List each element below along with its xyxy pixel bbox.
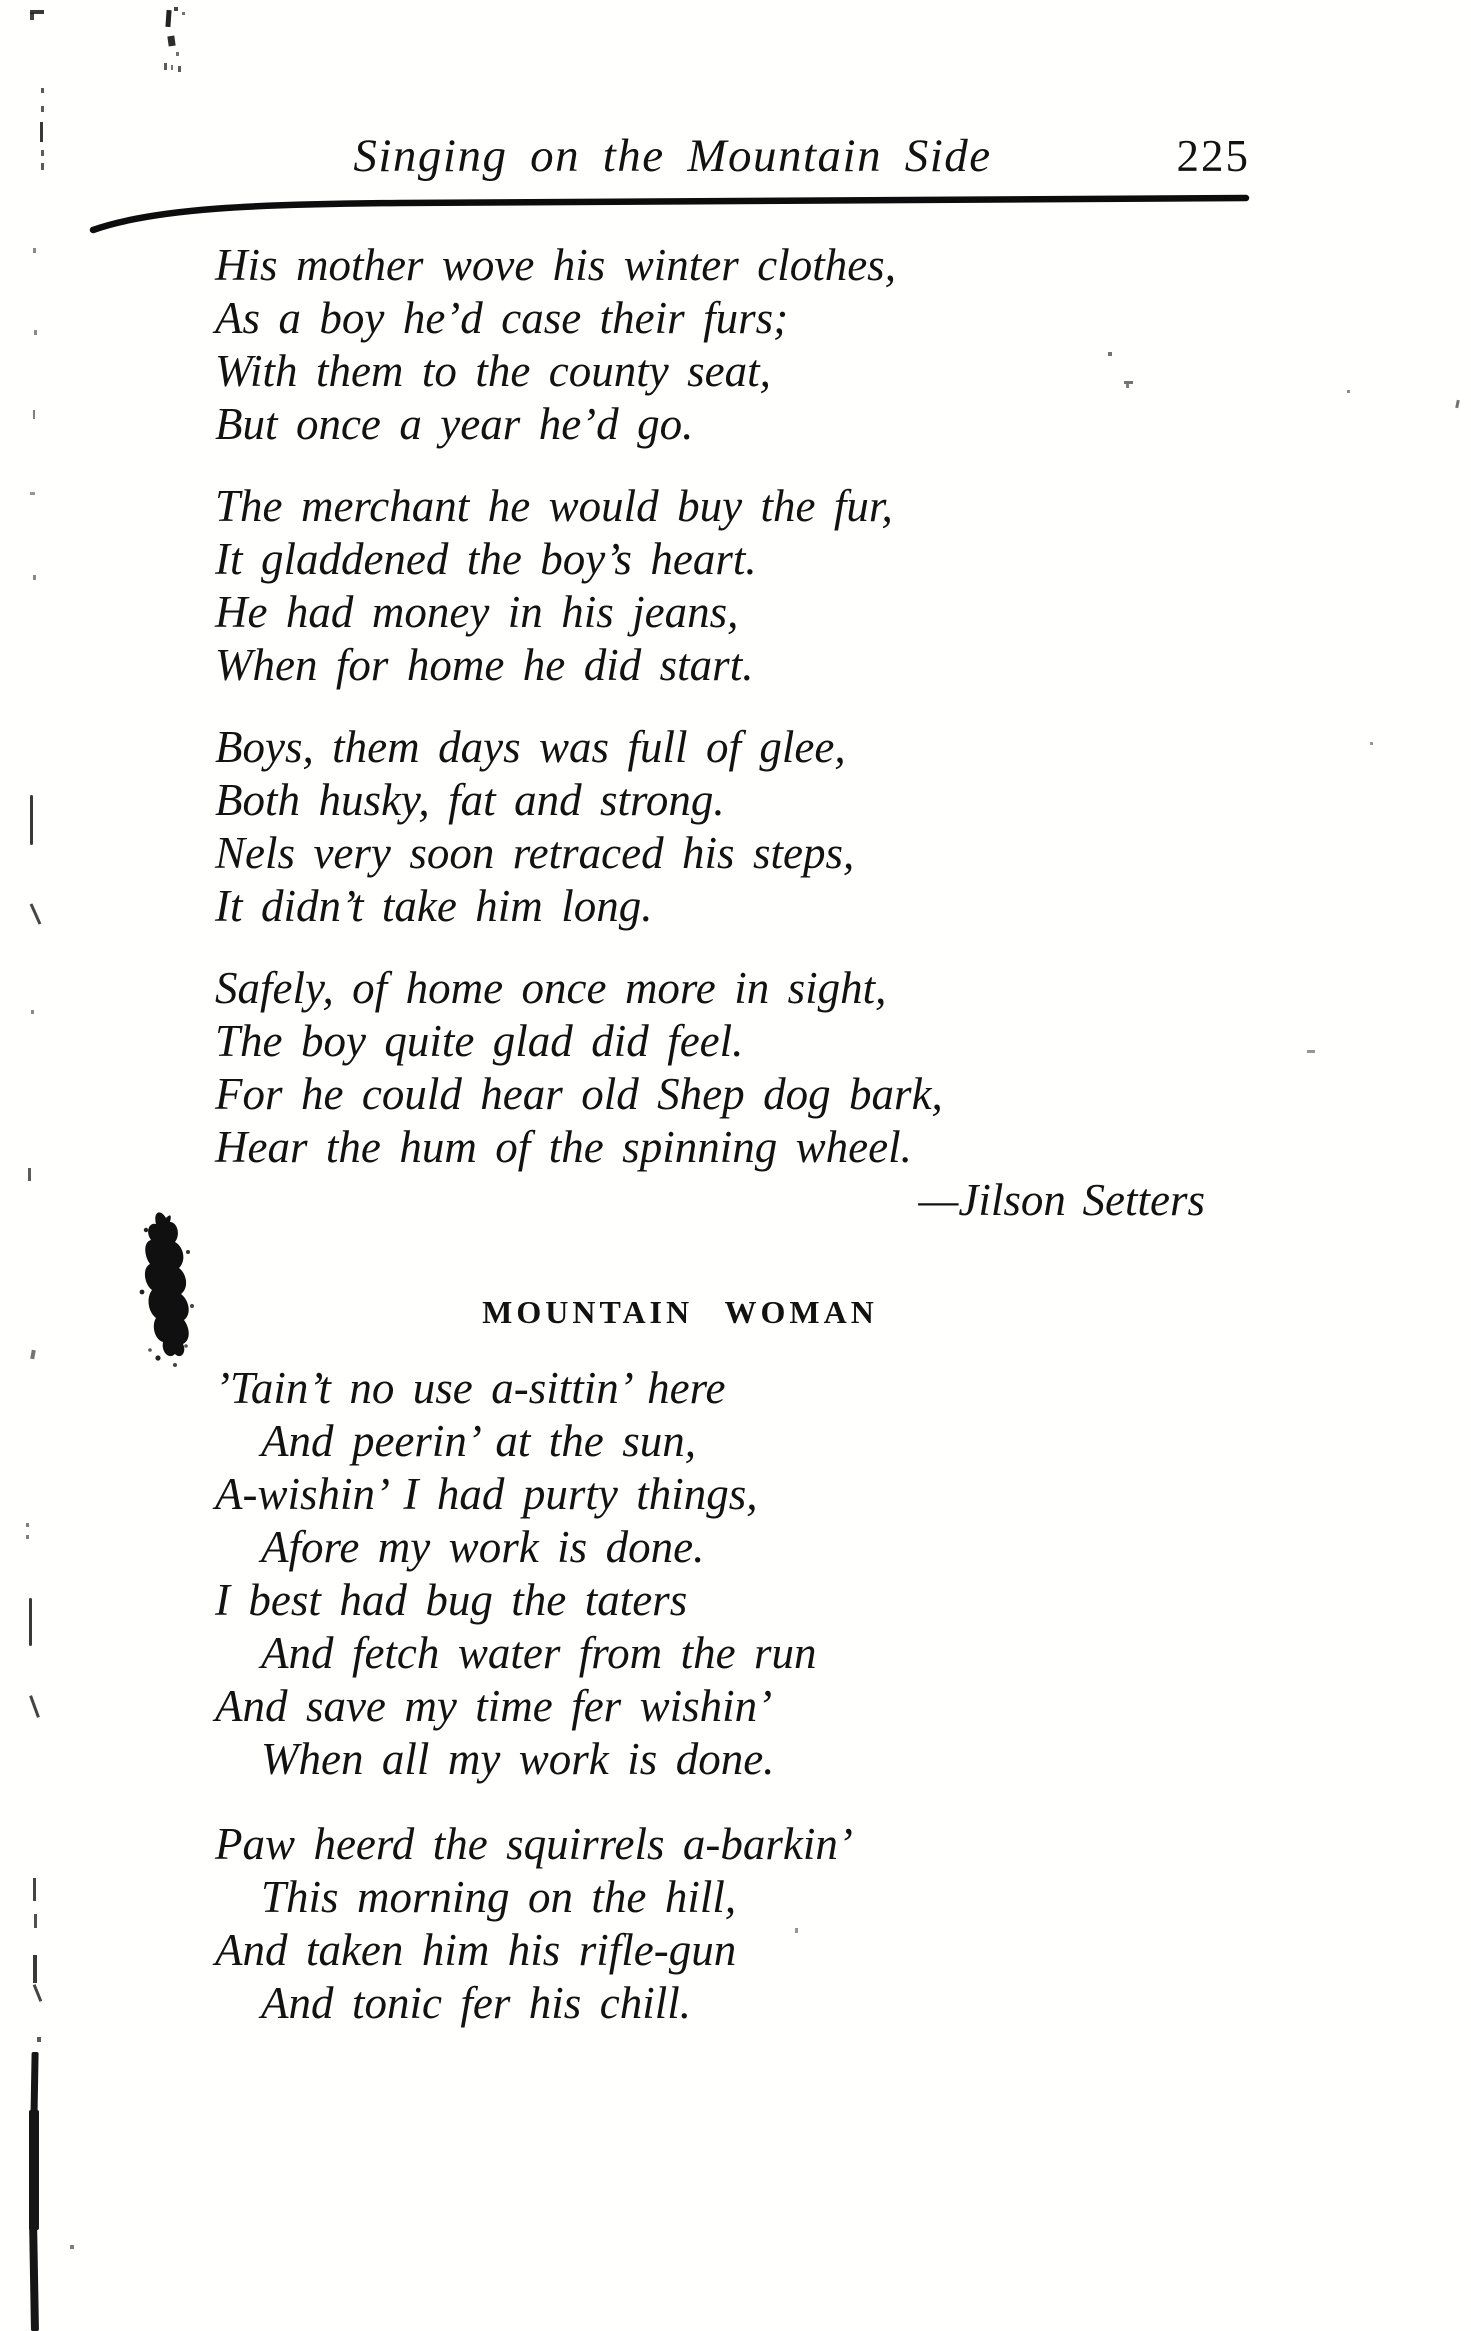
page-number: 225 xyxy=(1176,131,1250,181)
scan-artifact xyxy=(178,66,181,72)
poem-line: When all my work is done. xyxy=(261,1734,775,1784)
scan-artifact xyxy=(33,1878,36,1901)
poem-line: Both husky, fat and strong. xyxy=(215,775,725,825)
scan-artifact xyxy=(26,1523,29,1527)
scan-artifact xyxy=(33,1984,43,2002)
scan-artifact xyxy=(1108,352,1112,356)
scan-artifact xyxy=(33,248,36,253)
scan-artifact xyxy=(30,13,34,20)
scan-artifact xyxy=(31,1010,34,1014)
poem-line: As a boy he’d case their furs; xyxy=(215,293,789,343)
header-rule xyxy=(60,190,1290,240)
scan-artifact xyxy=(174,7,178,11)
poem-line: Paw heerd the squirrels a-barkin’ xyxy=(215,1819,853,1869)
poem-line: Hear the hum of the spinning wheel. xyxy=(215,1122,912,1172)
scan-artifact xyxy=(33,1955,37,1983)
poem-line: It gladdened the boy’s heart. xyxy=(215,534,757,584)
poem-line: The merchant he would buy the fur, xyxy=(215,481,893,531)
poem-stanza xyxy=(215,239,1215,451)
poem-line: ’Tain’t no use a-sittin’ here xyxy=(215,1363,726,1413)
poem-stanza xyxy=(215,1818,1215,2030)
scan-artifact xyxy=(30,903,42,924)
scan-artifact xyxy=(30,795,33,845)
poem-line: He had money in his jeans, xyxy=(215,587,739,637)
scan-artifact xyxy=(29,1695,40,1718)
scan-artifact xyxy=(26,1535,29,1539)
scan-artifact xyxy=(165,10,171,27)
poem-line: Safely, of home once more in sight, xyxy=(215,963,887,1013)
poem-line: And taken him his rifle-gun xyxy=(215,1925,737,1975)
poem-line: For he could hear old Shep dog bark, xyxy=(215,1069,943,1119)
ink-blot xyxy=(128,1200,208,1375)
poem-stanza xyxy=(215,480,1215,692)
scan-artifact xyxy=(29,2220,39,2331)
poem-line: Nels very soon retraced his steps, xyxy=(215,828,855,878)
scan-artifact xyxy=(29,1598,32,1646)
poem-title-mountain-woman: MOUNTAIN WOMAN xyxy=(482,1294,878,1330)
poem-line: And save my time fer wishin’ xyxy=(215,1681,773,1731)
scan-artifact xyxy=(176,52,179,56)
scan-artifact xyxy=(41,106,44,112)
poem-line: Afore my work is done. xyxy=(261,1522,705,1572)
scan-artifact xyxy=(34,1914,37,1928)
poem-line: With them to the county seat, xyxy=(215,346,771,396)
running-head-title: Singing on the Mountain Side xyxy=(353,130,992,182)
poem-line: A-wishin’ I had purty things, xyxy=(215,1469,758,1519)
scan-artifact xyxy=(30,492,35,495)
poem-stanza xyxy=(215,962,1215,1174)
poem-nels-mountain-boy xyxy=(215,239,1215,1203)
scan-artifact xyxy=(29,2110,39,2230)
scan-artifact xyxy=(795,1928,798,1933)
poem-stanza xyxy=(215,721,1215,933)
poem-line: When for home he did start. xyxy=(215,640,754,690)
scan-artifact xyxy=(33,410,35,419)
scan-artifact xyxy=(41,150,44,156)
scan-artifact xyxy=(1307,1050,1315,1053)
scan-artifact xyxy=(1455,400,1460,408)
poem-line: His mother wove his winter clothes, xyxy=(215,240,896,290)
poem-attribution: —Jilson Setters xyxy=(918,1175,1205,1225)
scan-artifact xyxy=(28,1168,31,1181)
poem-mountain-woman xyxy=(215,1362,1215,2062)
poem-line: But once a year he’d go. xyxy=(215,399,694,449)
scan-artifact xyxy=(34,330,37,335)
scan-artifact xyxy=(40,122,43,142)
poem-line: I best had bug the taters xyxy=(215,1575,688,1625)
poem-stanza xyxy=(215,1362,1215,1786)
scan-artifact xyxy=(37,2037,41,2042)
scan-artifact xyxy=(41,163,44,170)
scan-artifact xyxy=(167,36,175,47)
poem-line: And tonic fer his chill. xyxy=(261,1978,691,2028)
scan-artifact xyxy=(41,88,44,93)
poem-line: It didn’t take him long. xyxy=(215,881,653,931)
page-header xyxy=(95,126,1250,186)
scan-artifact xyxy=(1126,384,1129,388)
poem-line: And peerin’ at the sun, xyxy=(261,1416,696,1466)
scan-artifact xyxy=(1347,390,1350,393)
scan-artifact xyxy=(182,12,185,15)
poem-line: This morning on the hill, xyxy=(261,1872,737,1922)
poem-line: Boys, them days was full of glee, xyxy=(215,722,846,772)
scan-artifact xyxy=(30,1350,36,1360)
scan-artifact xyxy=(1370,742,1373,745)
scan-artifact xyxy=(164,63,167,70)
scan-artifact xyxy=(70,2245,74,2249)
poem-line: The boy quite glad did feel. xyxy=(215,1016,744,1066)
scan-artifact xyxy=(33,575,36,580)
scan-artifact xyxy=(171,65,173,70)
poem-line: And fetch water from the run xyxy=(261,1628,817,1678)
